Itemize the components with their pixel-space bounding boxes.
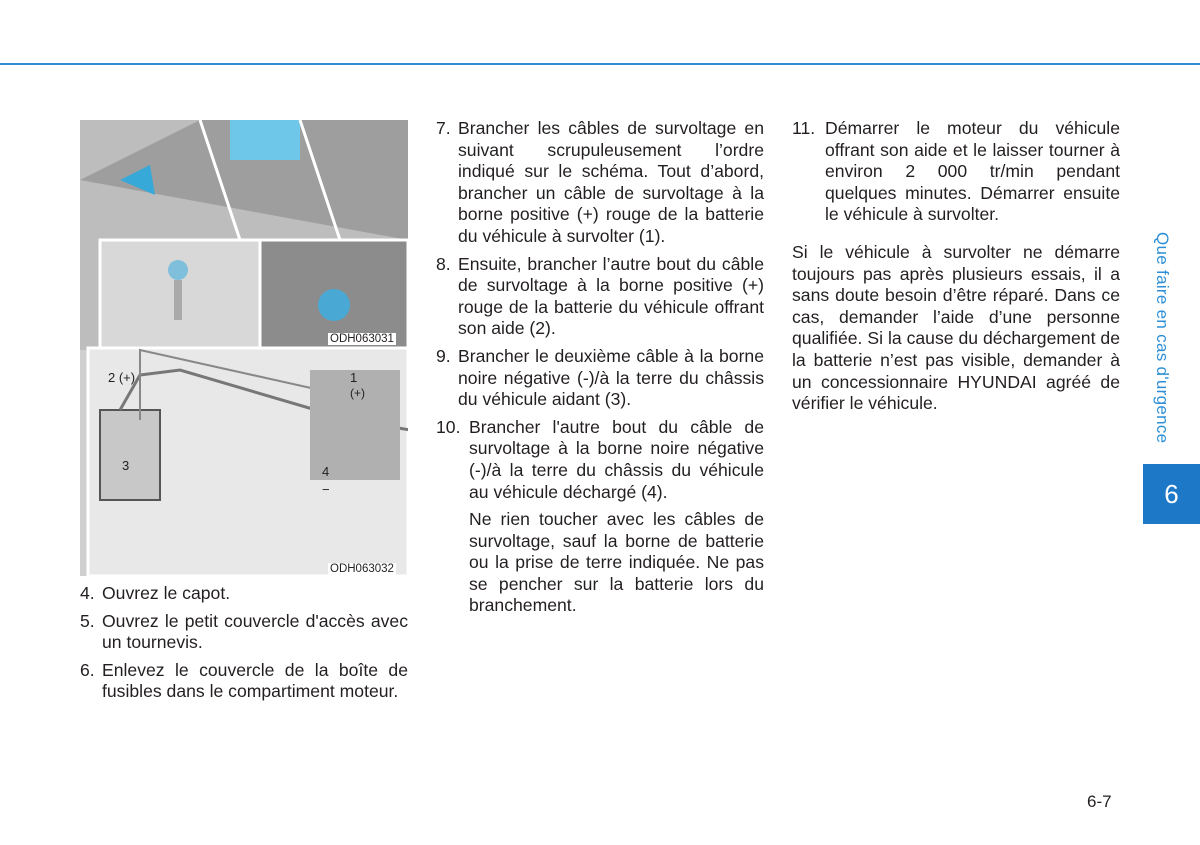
item-number: 10.: [436, 416, 461, 437]
list-item: [792, 118, 1120, 226]
item-number: 4.: [80, 583, 95, 603]
callout-2: 2 (+): [108, 370, 136, 385]
callout-3: 3: [122, 458, 130, 473]
callout-4-minus: −: [322, 482, 330, 497]
list-item: [436, 346, 764, 411]
engine-illustration: [80, 120, 408, 576]
item-number: 8.: [436, 253, 451, 274]
item-number: 9.: [436, 345, 451, 366]
item-text: Brancher l'autre bout du câble de survoltage à la borne noire négative (-)/à la terre du châssis du véhicule au véhicule déchargé (4).: [469, 416, 764, 502]
callout-1: 1: [350, 370, 358, 385]
item-number: 11.: [792, 118, 816, 138]
item-text: Enlevez le couvercle de la boîte de fusibles dans le compartiment moteur.: [102, 659, 408, 702]
item-note: Ne rien toucher avec les câbles de survoltage, sauf la borne de batterie ou la prise de terre indiquée. Ne pas se pencher sur la batterie lors du branchement.: [469, 509, 764, 616]
top-rule: [0, 63, 1200, 65]
list-item: [436, 417, 764, 503]
chapter-title: Que faire en cas d'urgence: [1153, 232, 1172, 444]
item-text: Brancher le deuxième câble à la borne noire négative (-)/à la terre du châssis du véhicule aidant (3).: [458, 345, 764, 410]
item-number: 5.: [80, 610, 95, 631]
engine-figure: [80, 120, 408, 576]
item-text: Ouvrez le petit couvercle d'accès avec un tournevis.: [102, 610, 408, 653]
item-text: Démarrer le moteur du véhicule offrant son aide et le laisser tourner à environ 2 000 tr/min pendant quelques minutes. Démarrer ensuite le véhicule à survolter.: [825, 118, 1120, 225]
list-item: [436, 254, 764, 340]
list-item: [80, 611, 408, 654]
column-1: [80, 583, 408, 709]
paragraph: Si le véhicule à survolter ne démarre toujours pas après plusieurs essais, il a sans doute besoin d’être réparé. Dans ce cas, demander l’aide d’une personne qualifiée. Si la cause du déchargement de la batterie n’est pas visible, demander à un concessionnaire HYUNDAI agréé de vérifier le véhicule.: [792, 241, 1120, 414]
list-item: [436, 118, 764, 248]
page-number: 6-7: [1087, 792, 1112, 811]
item-text: Brancher les câbles de survoltage en suivant scrupuleusement l’ordre indiqué sur le schéma. Tout d’abord, brancher un câble de survoltage à la borne positive (+) rouge de la batterie du véhicule à survolter (1).: [458, 118, 764, 246]
item-number: 6.: [80, 659, 95, 680]
item-text: Ouvrez le capot.: [102, 583, 231, 603]
column-3: [792, 118, 1120, 415]
chapter-tab: 6: [1143, 464, 1200, 524]
item-number: 7.: [436, 118, 451, 138]
figure-code-bottom: ODH063032: [330, 563, 394, 575]
item-text: Ensuite, brancher l’autre bout du câble de survoltage à la borne positive (+) rouge de la batterie du véhicule offrant son aide (2).: [458, 253, 764, 339]
callout-4: 4: [322, 464, 330, 479]
figure-code-top: ODH063031: [330, 333, 394, 345]
column-2: [436, 118, 764, 617]
list-item: [80, 583, 408, 605]
list-item: [80, 660, 408, 703]
callout-1-plus: (+): [350, 386, 365, 400]
